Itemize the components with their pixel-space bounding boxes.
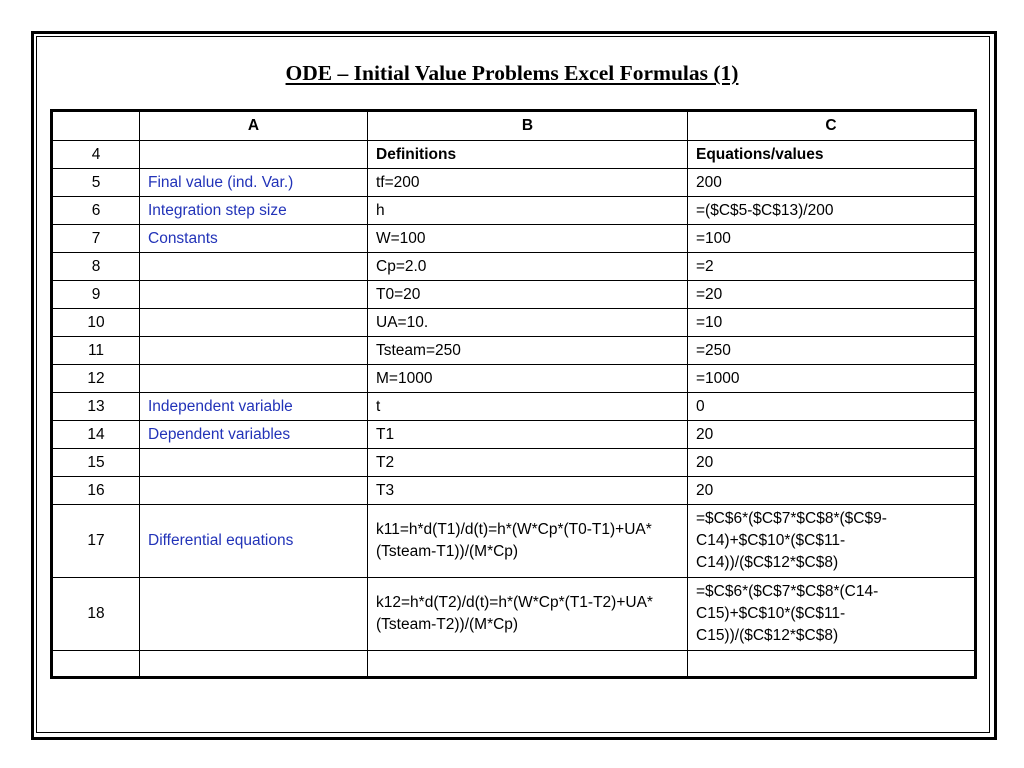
cell-a: [140, 477, 368, 505]
row-number: 14: [52, 421, 140, 449]
row-number: 5: [52, 169, 140, 197]
cell-c: =10: [688, 309, 976, 337]
cell-c: 20: [688, 421, 976, 449]
table-row: [52, 505, 976, 578]
cell-c: =20: [688, 281, 976, 309]
cell-c: =2: [688, 253, 976, 281]
cell-c: 0: [688, 393, 976, 421]
cell-b: k12=h*d(T2)/d(t)=h*(W*Cp*(T1-T2)+UA*(Tsteam-T2))/(M*Cp): [368, 578, 688, 651]
cell-b: [368, 651, 688, 678]
table-row: [52, 421, 976, 449]
cell-c: 20: [688, 449, 976, 477]
row-number: 16: [52, 477, 140, 505]
cell-c: =($C$5-$C$13)/200: [688, 197, 976, 225]
cell-b: M=1000: [368, 365, 688, 393]
cell-b: T1: [368, 421, 688, 449]
table-row: [52, 141, 976, 169]
table-row: [52, 578, 976, 651]
row-number: 8: [52, 253, 140, 281]
table-row: [52, 477, 976, 505]
row-number: [52, 651, 140, 678]
cell-a: Final value (ind. Var.): [140, 169, 368, 197]
cell-c: =1000: [688, 365, 976, 393]
cell-c: =100: [688, 225, 976, 253]
row-number: 6: [52, 197, 140, 225]
cell-a: [140, 281, 368, 309]
cell-a: [140, 449, 368, 477]
cell-b: T0=20: [368, 281, 688, 309]
table-row: [52, 253, 976, 281]
cell-b: UA=10.: [368, 309, 688, 337]
row-number: 10: [52, 309, 140, 337]
table-row: [52, 169, 976, 197]
column-header-c: C: [688, 111, 976, 141]
table-row: [52, 651, 976, 678]
table-row: [52, 337, 976, 365]
row-number: 15: [52, 449, 140, 477]
cell-a: Independent variable: [140, 393, 368, 421]
cell-b: W=100: [368, 225, 688, 253]
table-row: [52, 449, 976, 477]
cell-a: [140, 651, 368, 678]
row-number: 4: [52, 141, 140, 169]
row-number: 13: [52, 393, 140, 421]
cell-a: Integration step size: [140, 197, 368, 225]
row-number: 9: [52, 281, 140, 309]
cell-b: t: [368, 393, 688, 421]
corner-header-cell: [52, 111, 140, 141]
cell-a: Differential equations: [140, 505, 368, 578]
cell-a: [140, 141, 368, 169]
cell-b: tf=200: [368, 169, 688, 197]
row-number: 7: [52, 225, 140, 253]
cell-c: Equations/values: [688, 141, 976, 169]
cell-b: T2: [368, 449, 688, 477]
cell-c: =$C$6*($C$7*$C$8*(C14-C15)+$C$10*($C$11-C15))/($C$12*$C$8): [688, 578, 976, 651]
cell-c: [688, 651, 976, 678]
table-row: [52, 393, 976, 421]
cell-a: Dependent variables: [140, 421, 368, 449]
row-number: 11: [52, 337, 140, 365]
cell-b: Cp=2.0: [368, 253, 688, 281]
column-header-row: [52, 111, 976, 141]
cell-c: =250: [688, 337, 976, 365]
table-row: [52, 225, 976, 253]
column-header-a: A: [140, 111, 368, 141]
row-number: 12: [52, 365, 140, 393]
cell-b: Tsteam=250: [368, 337, 688, 365]
cell-c: 200: [688, 169, 976, 197]
cell-b: T3: [368, 477, 688, 505]
cell-a: [140, 309, 368, 337]
slide-title: ODE – Initial Value Problems Excel Formulas (1): [285, 61, 739, 85]
cell-a: [140, 253, 368, 281]
excel-formula-table: [50, 109, 977, 679]
cell-b: Definitions: [368, 141, 688, 169]
cell-c: 20: [688, 477, 976, 505]
column-header-b: B: [368, 111, 688, 141]
table-row: [52, 309, 976, 337]
cell-a: [140, 365, 368, 393]
table-row: [52, 197, 976, 225]
cell-a: Constants: [140, 225, 368, 253]
cell-b: h: [368, 197, 688, 225]
table-row: [52, 281, 976, 309]
table-row: [52, 365, 976, 393]
row-number: 17: [52, 505, 140, 578]
cell-a: [140, 337, 368, 365]
cell-c: =$C$6*($C$7*$C$8*($C$9-C14)+$C$10*($C$11-C14))/($C$12*$C$8): [688, 505, 976, 578]
row-number: 18: [52, 578, 140, 651]
cell-a: [140, 578, 368, 651]
cell-b: k11=h*d(T1)/d(t)=h*(W*Cp*(T0-T1)+UA*(Tsteam-T1))/(M*Cp): [368, 505, 688, 578]
